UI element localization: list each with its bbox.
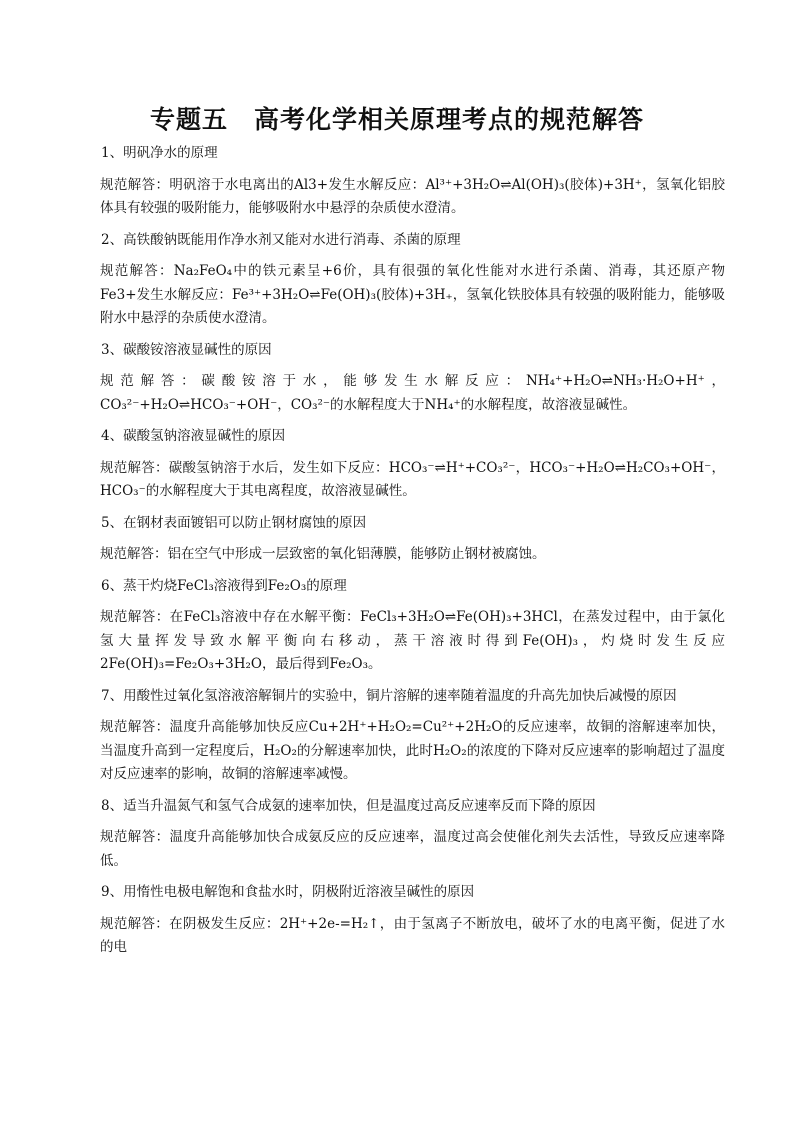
question-heading: 7、用酸性过氧化氢溶液溶解铜片的实验中，铜片溶解的速率随着温度的升高先加快后减慢的原因 xyxy=(101,687,677,704)
answer-paragraph: 规范解答：温度升高能够加快合成氨反应的反应速率，温度过高会使催化剂失去活性，导致反应速率降低。 xyxy=(100,829,725,869)
section-3 xyxy=(100,339,725,418)
section-4 xyxy=(100,425,725,504)
section-1 xyxy=(100,142,725,221)
question-heading: 9、用惰性电极电解饱和食盐水时，阴极附近溶液呈碱性的原因 xyxy=(101,884,475,900)
question-heading: 8、适当升温氮气和氢气合成氨的速率加快，但是温度过高反应速率反而下降的原因 xyxy=(101,797,596,814)
section-9 xyxy=(100,881,725,960)
answer-paragraph: 规范解答：在FeCl₃溶液中存在水解平衡：FeCl₃+3H₂O⇌Fe(OH)₃+3HCl，在蒸发过程中，由于氯化氢大量挥发导致水解平衡向右移动，蒸干溶液时得到Fe(OH)₃，灼烧时发生反应2Fe(OH)₃=Fe₂O₃+3H₂O，最后得到Fe₂O₃。 xyxy=(100,609,725,672)
answer-paragraph: 规范解答：Na₂FeO₄中的铁元素呈+6价，具有很强的氧化性能对水进行杀菌、消毒，其还原产物Fe3+发生水解反应：Fe³⁺+3H₂O⇌Fe(OH)₃(胶体)+3H₊，氢氧化铁胶体具有较强的吸附能力，能够吸附水中悬浮的杂质使水澄清。 xyxy=(100,263,725,326)
document-body xyxy=(100,142,725,968)
answer-paragraph: 规范解答：碳酸氢钠溶于水后，发生如下反应：HCO₃⁻⇌H⁺+CO₃²⁻，HCO₃⁻+H₂O⇌H₂CO₃+OH⁻，HCO₃⁻的水解程度大于其电离程度，故溶液显碱性。 xyxy=(100,459,725,499)
answer-paragraph: 规范解答：温度升高能够加快反应Cu+2H⁺+H₂O₂=Cu²⁺+2H₂O的反应速率，故铜的溶解速率加快，当温度升高到一定程度后，H₂O₂的分解速率加快，此时H₂O₂的浓度的下降对反应速率的影响超过了温度对反应速率的影响，故铜的溶解速率减慢。 xyxy=(100,719,725,782)
answer-paragraph: 规范解答：碳酸铵溶于水，能够发生水解反应：NH₄⁺+H₂O⇌NH₃·H₂O+H⁺，CO₃²⁻+H₂O⇌HCO₃⁻+OH⁻，CO₃²⁻的水解程度大于NH₄⁺的水解程度，故溶液显碱性。 xyxy=(100,373,725,413)
section-2 xyxy=(100,229,725,331)
question-heading: 3、碳酸铵溶液显碱性的原因 xyxy=(101,341,272,358)
section-5 xyxy=(100,512,725,567)
question-heading: 4、碳酸氢钠溶液显碱性的原因 xyxy=(101,428,286,444)
answer-paragraph: 规范解答：明矾溶于水电离出的Al3+发生水解反应：Al³⁺+3H₂O⇌Al(OH)₃(胶体)+3H⁺，氢氧化铝胶体具有较强的吸附能力，能够吸附水中悬浮的杂质使水澄清。 xyxy=(100,176,725,216)
document-title: 专题五 高考化学相关原理考点的规范解答 xyxy=(149,105,644,134)
answer-paragraph: 规范解答：铝在空气中形成一层致密的氧化铝薄膜，能够防止钢材被腐蚀。 xyxy=(100,546,546,562)
section-8 xyxy=(100,795,725,874)
question-heading: 2、高铁酸钠既能用作净水剂又能对水进行消毒、杀菌的原理 xyxy=(101,231,461,248)
question-heading: 1、明矾净水的原理 xyxy=(101,145,218,161)
answer-paragraph: 规范解答：在阴极发生反应：2H⁺+2e-=H₂↑，由于氢离子不断放电，破坏了水的电离平衡，促进了水的电 xyxy=(100,915,725,955)
section-7 xyxy=(100,685,725,787)
question-heading: 5、在钢材表面镀铝可以防止钢材腐蚀的原因 xyxy=(101,514,367,531)
section-6 xyxy=(100,575,725,677)
question-heading: 6、蒸干灼烧FeCl₃溶液得到Fe₂O₃的原理 xyxy=(101,577,347,594)
